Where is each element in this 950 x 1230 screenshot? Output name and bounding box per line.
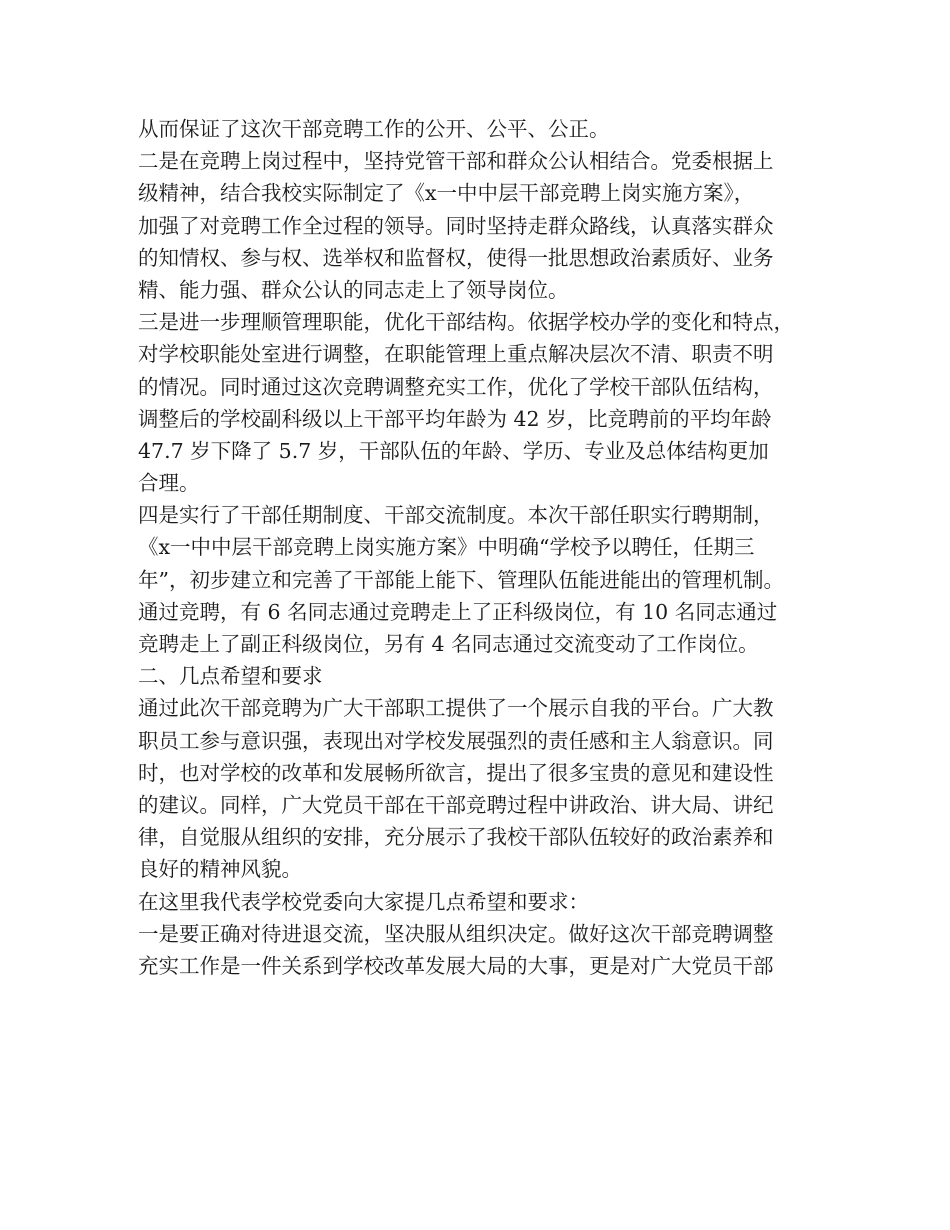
text-line: 充实工作是一件关系到学校改革发展大局的大事，更是对广大党员干部: [138, 953, 774, 978]
text-line: 通过竞聘，有 6 名同志通过竞聘走上了正科级岗位，有 10 名同志通过: [138, 599, 778, 624]
text-line: 年”，初步建立和完善了干部能上能下、管理队伍能进能出的管理机制。: [138, 567, 784, 592]
text-line: 级精神，结合我校实际制定了《x一中中层干部竞聘上岗实施方案》，: [138, 181, 755, 206]
text-line: 通过此次干部竞聘为广大干部职工提供了一个展示自我的平台。广大教: [138, 696, 774, 721]
text-line: 从而保证了这次干部竞聘工作的公开、公平、公正。: [138, 117, 610, 141]
text-line: 时，也对学校的改革和发展畅所欲言，提出了很多宝贵的意见和建设性: [138, 760, 774, 785]
text-line: 二是在竞聘上岗过程中，坚持党管干部和群众公认相结合。党委根据上: [138, 149, 774, 174]
text-line: 的知情权、参与权、选举权和监督权，使得一批思想政治素质好、业务: [138, 245, 774, 270]
text-line: 《x一中中层干部竞聘上岗实施方案》中明确“学校予以聘任，任期三: [138, 535, 755, 560]
text-line: 的建议。同样，广大党员干部在干部竞聘过程中讲政治、讲大局、讲纪: [138, 792, 774, 817]
text-line: 的情况。同时通过这次竞聘调整充实工作，优化了学校干部队伍结构，: [138, 374, 774, 399]
text-line: 对学校职能处室进行调整，在职能管理上重点解决层次不清、职责不明: [138, 342, 774, 367]
text-line: 四是实行了干部任期制度、干部交流制度。本次干部任职实行聘期制，: [138, 503, 774, 528]
text-line: 调整后的学校副科级以上干部平均年龄为 42 岁，比竞聘前的平均年龄: [138, 406, 772, 431]
text-line: 合理。: [138, 471, 200, 496]
text-line: 三是进一步理顺管理职能，优化干部结构。依据学校办学的变化和特点，: [138, 310, 794, 335]
text-line: 在这里我代表学校党委向大家提几点希望和要求：: [138, 889, 589, 914]
document-body: [138, 113, 838, 982]
text-line: 加强了对竞聘工作全过程的领导。同时坚持走群众路线，认真落实群众: [138, 213, 774, 238]
text-line: 职员工参与意识强，表现出对学校发展强烈的责任感和主人翁意识。同: [138, 728, 774, 753]
section-heading: 二、几点希望和要求: [138, 664, 323, 689]
text-line: 一是要正确对待进退交流，坚决服从组织决定。做好这次干部竞聘调整: [138, 921, 774, 946]
text-line: 律，自觉服从组织的安排，充分展示了我校干部队伍较好的政治素养和: [138, 825, 774, 850]
text-line: 竞聘走上了副正科级岗位，另有 4 名同志通过交流变动了工作岗位。: [138, 632, 759, 656]
text-line: 精、能力强、群众公认的同志走上了领导岗位。: [138, 277, 569, 302]
text-line: 47.7 岁下降了 5.7 岁，干部队伍的年龄、学历、专业及总体结构更加: [138, 438, 769, 463]
text-line: 良好的精神风貌。: [138, 857, 302, 882]
